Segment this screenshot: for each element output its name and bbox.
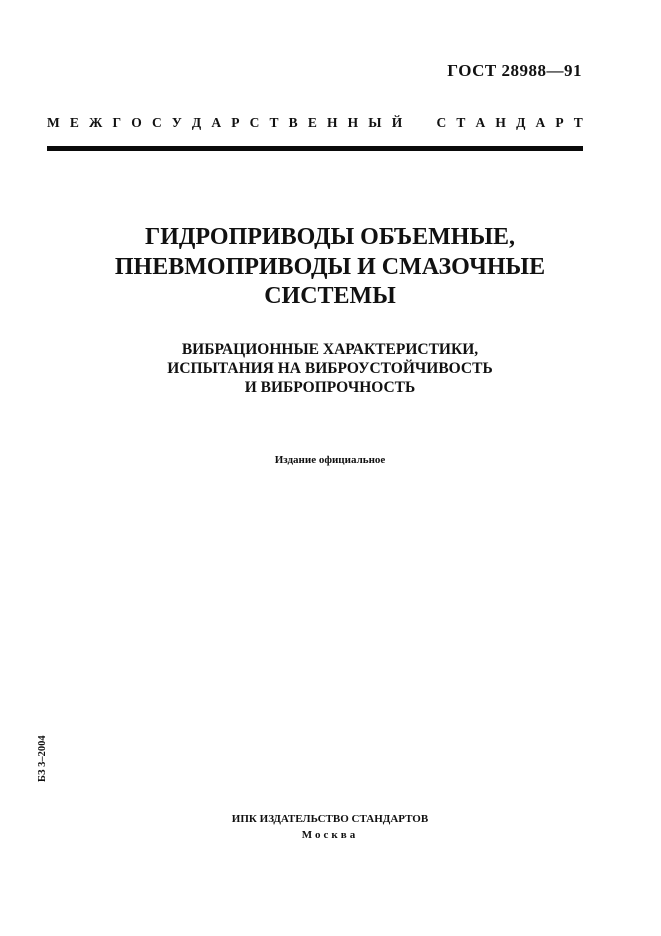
heading-letter: Р	[555, 115, 564, 130]
title-line: СИСТЕМЫ	[264, 283, 396, 309]
subtitle-line: ВИБРАЦИОННЫЕ ХАРАКТЕРИСТИКИ,	[181, 341, 479, 358]
heading-letter: Е	[69, 115, 79, 130]
heading-letter: Д	[191, 115, 202, 130]
heading-letter: О	[131, 115, 142, 130]
title-line: ПНЕВМОПРИВОДЫ И СМАЗОЧНЫЕ	[114, 253, 546, 280]
header-rule	[47, 146, 583, 151]
document-subtitle	[60, 340, 600, 397]
subtitle-line: И ВИБРОПРОЧНОСТЬ	[244, 379, 416, 396]
heading-letter: С	[436, 115, 447, 130]
heading-letter: А	[475, 115, 486, 130]
heading-letter: Е	[307, 115, 317, 130]
heading-letter: М	[47, 115, 60, 130]
heading-letter: А	[211, 115, 222, 130]
heading-letter: Т	[573, 115, 583, 130]
heading-letter: Д	[516, 115, 526, 130]
heading-letter: С	[249, 115, 260, 130]
heading-letter: Т	[269, 115, 279, 130]
edition-note: Издание официальное	[274, 454, 386, 466]
heading-space	[412, 115, 426, 131]
heading-letter: С	[151, 115, 162, 130]
heading-letter: А	[535, 115, 546, 130]
heading-letter: Й	[391, 115, 403, 130]
heading-letter: Т	[456, 115, 466, 130]
heading-letter: Н	[347, 115, 359, 130]
heading-letter: Н	[495, 115, 506, 130]
heading-letter: Н	[326, 115, 338, 130]
heading-letter: В	[288, 115, 298, 130]
standard-type-heading	[47, 115, 583, 131]
heading-letter: У	[171, 115, 182, 130]
heading-letter: Р	[231, 115, 240, 130]
publisher-city: Москва	[301, 829, 359, 841]
document-title	[60, 223, 600, 312]
heading-letter: Ж	[89, 115, 103, 130]
subtitle-line: ИСПЫТАНИЯ НА ВИБРОУСТОЙЧИВОСТЬ	[167, 360, 493, 377]
heading-letter: Ы	[368, 115, 382, 130]
document-number: ГОСТ 28988—91	[447, 61, 582, 80]
side-catalog-code: БЗ 3–2004	[37, 735, 48, 782]
publisher-name: ИПК ИЗДАТЕЛЬСТВО СТАНДАРТОВ	[231, 813, 429, 825]
heading-letter: Г	[112, 115, 122, 130]
title-line: ГИДРОПРИВОДЫ ОБЪЕМНЫЕ,	[144, 224, 516, 250]
